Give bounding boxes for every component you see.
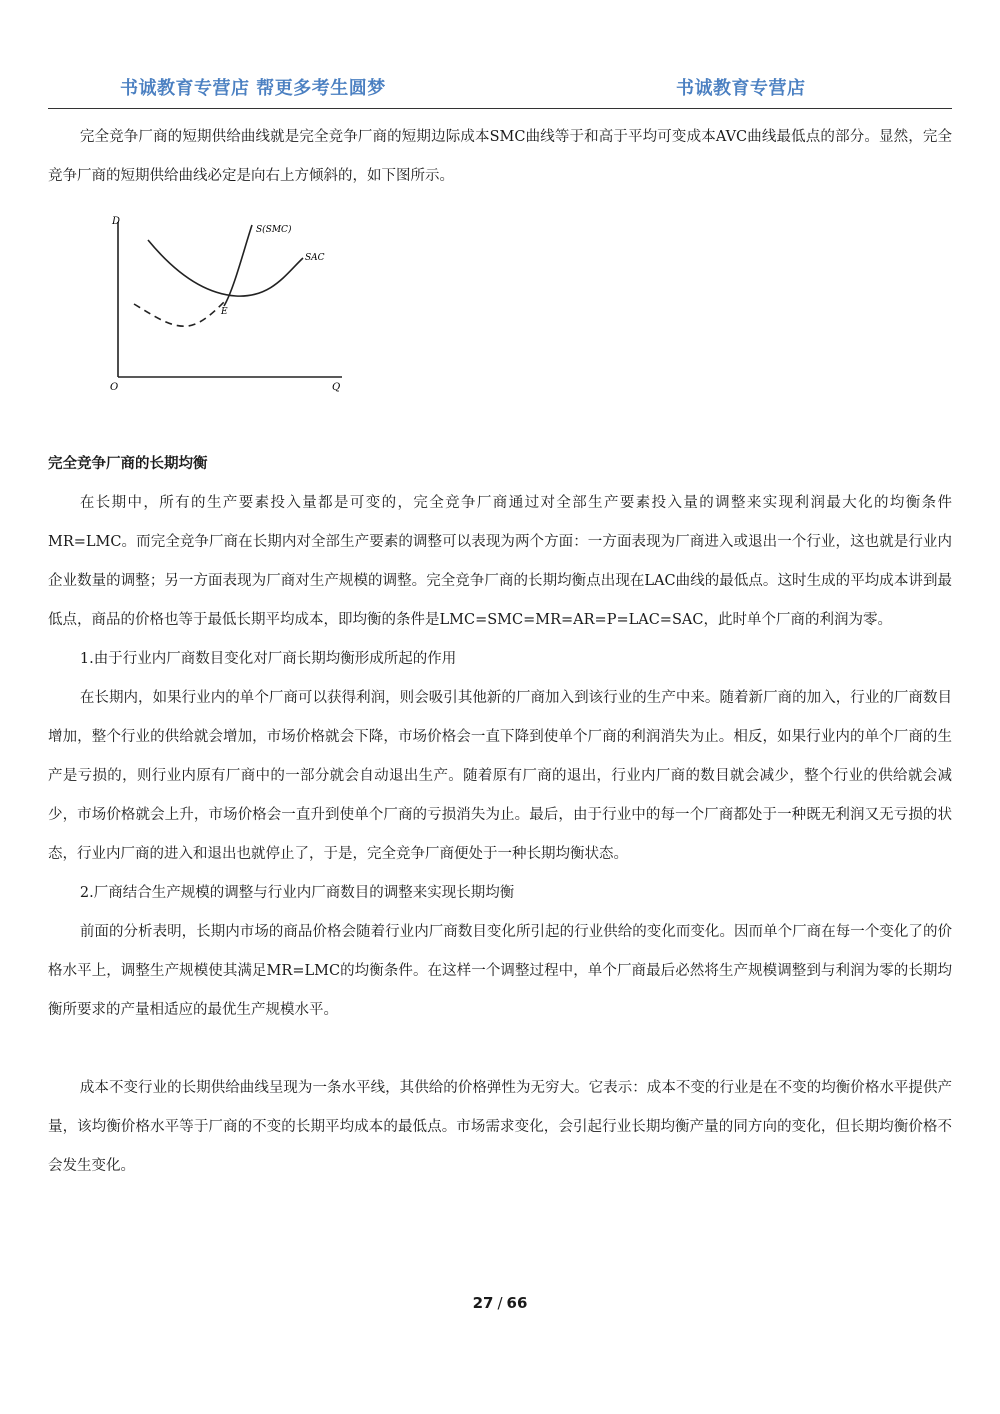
subheading-2: 2.厂商结合生产规模的调整与行业内厂商数目的调整来实现长期均衡: [79, 885, 515, 901]
sac-curve-label: SAC: [305, 253, 325, 263]
paragraph-scale-adjustment: 前面的分析表明，长期内市场的商品价格会随着行业内厂商数目变化所引起的行业供给的变化而变化。因而单个厂商在每一个变化了的价格水平上，调整生产规模使其满足MR=LMC的均衡条件。在这样一个调整过程中，单个厂商最后必然将生产规模调整到与利润为零的长期均衡所要求的产量相适应的最优生产规模水平。: [48, 924, 952, 1018]
current-page-number: 27: [472, 1294, 494, 1312]
sac-curve: [148, 240, 303, 296]
supply-curve-label: S(SMC): [256, 225, 292, 235]
page-content: [48, 118, 952, 1186]
page-header: [48, 68, 952, 109]
smc-curve: [224, 225, 252, 306]
header-left-text: 书诚教育专营店 帮更多考生圆梦: [120, 78, 386, 99]
section-title: 完全竞争厂商的长期均衡: [48, 456, 208, 472]
paragraph-long-run-equilibrium: 在长期中，所有的生产要素投入量都是可变的，完全竞争厂商通过对全部生产要素投入量的调整来实现利润最大化的均衡条件MR=LMC。而完全竞争厂商在长期内对全部生产要素的调整可以表现为两个方面：一方面表现为厂商进入或退出一个行业，这也就是行业内企业数量的调整；另一方面表现为厂商对生产规模的调整。完全竞争厂商的长期均衡点出现在LAC曲线的最低点。这时生成的平均成本讲到最低点，商品的价格也等于最低长期平均成本，即均衡的条件是LMC=SMC=MR=AR=P=LAC=SAC，此时单个厂商的利润为零。: [48, 495, 952, 628]
paragraph-constant-cost: 成本不变行业的长期供给曲线呈现为一条水平线，其供给的价格弹性为无穷大。它表示：成本不变的行业是在不变的均衡价格水平提供产量，该均衡价格水平等于厂商的不变的长期平均成本的最低点。市场需求变化，会引起行业长期均衡产量的同方向的变化，但长期均衡价格不会发生变化。: [48, 1080, 952, 1174]
x-axis-label: Q: [332, 382, 341, 393]
total-pages: 66: [506, 1294, 528, 1312]
avc-dashed-curve: [134, 299, 227, 326]
equilibrium-point-label: E: [221, 307, 228, 317]
subheading-1: 1.由于行业内厂商数目变化对厂商长期均衡形成所起的作用: [79, 651, 457, 667]
header-right-text: 书诚教育专营店: [676, 78, 806, 99]
supply-curve-diagram: [106, 204, 406, 394]
intro-paragraph: 完全竞争厂商的短期供给曲线就是完全竞争厂商的短期边际成本SMC曲线等于和高于平均可变成本AVC曲线最低点的部分。显然，完全竞争厂商的短期供给曲线必定是向右上方倾斜的，如下图所示。: [48, 129, 952, 184]
page-separator: /: [497, 1294, 503, 1312]
paragraph-entry-exit: 在长期内，如果行业内的单个厂商可以获得利润，则会吸引其他新的厂商加入到该行业的生产中来。随着新厂商的加入，行业的厂商数目增加，整个行业的供给就会增加，市场价格就会下降，市场价格会一直下降到使单个厂商的利润消失为止。相反，如果行业内的单个厂商的生产是亏损的，则行业内原有厂商中的一部分就会自动退出生产。随着原有厂商的退出，行业内厂商的数目就会减少，整个行业的供给就会减少，市场价格就会上升，市场价格会一直升到使单个厂商的亏损消失为止。最后，由于行业中的每一个厂商都处于一种既无利润又无亏损的状态，行业内厂商的进入和退出也就停止了，于是，完全竞争厂商便处于一种长期均衡状态。: [48, 690, 952, 862]
page-footer: [0, 1294, 1000, 1312]
origin-label: O: [110, 382, 119, 393]
supply-curve-figure: [48, 194, 952, 436]
y-axis-label: D: [112, 216, 121, 227]
